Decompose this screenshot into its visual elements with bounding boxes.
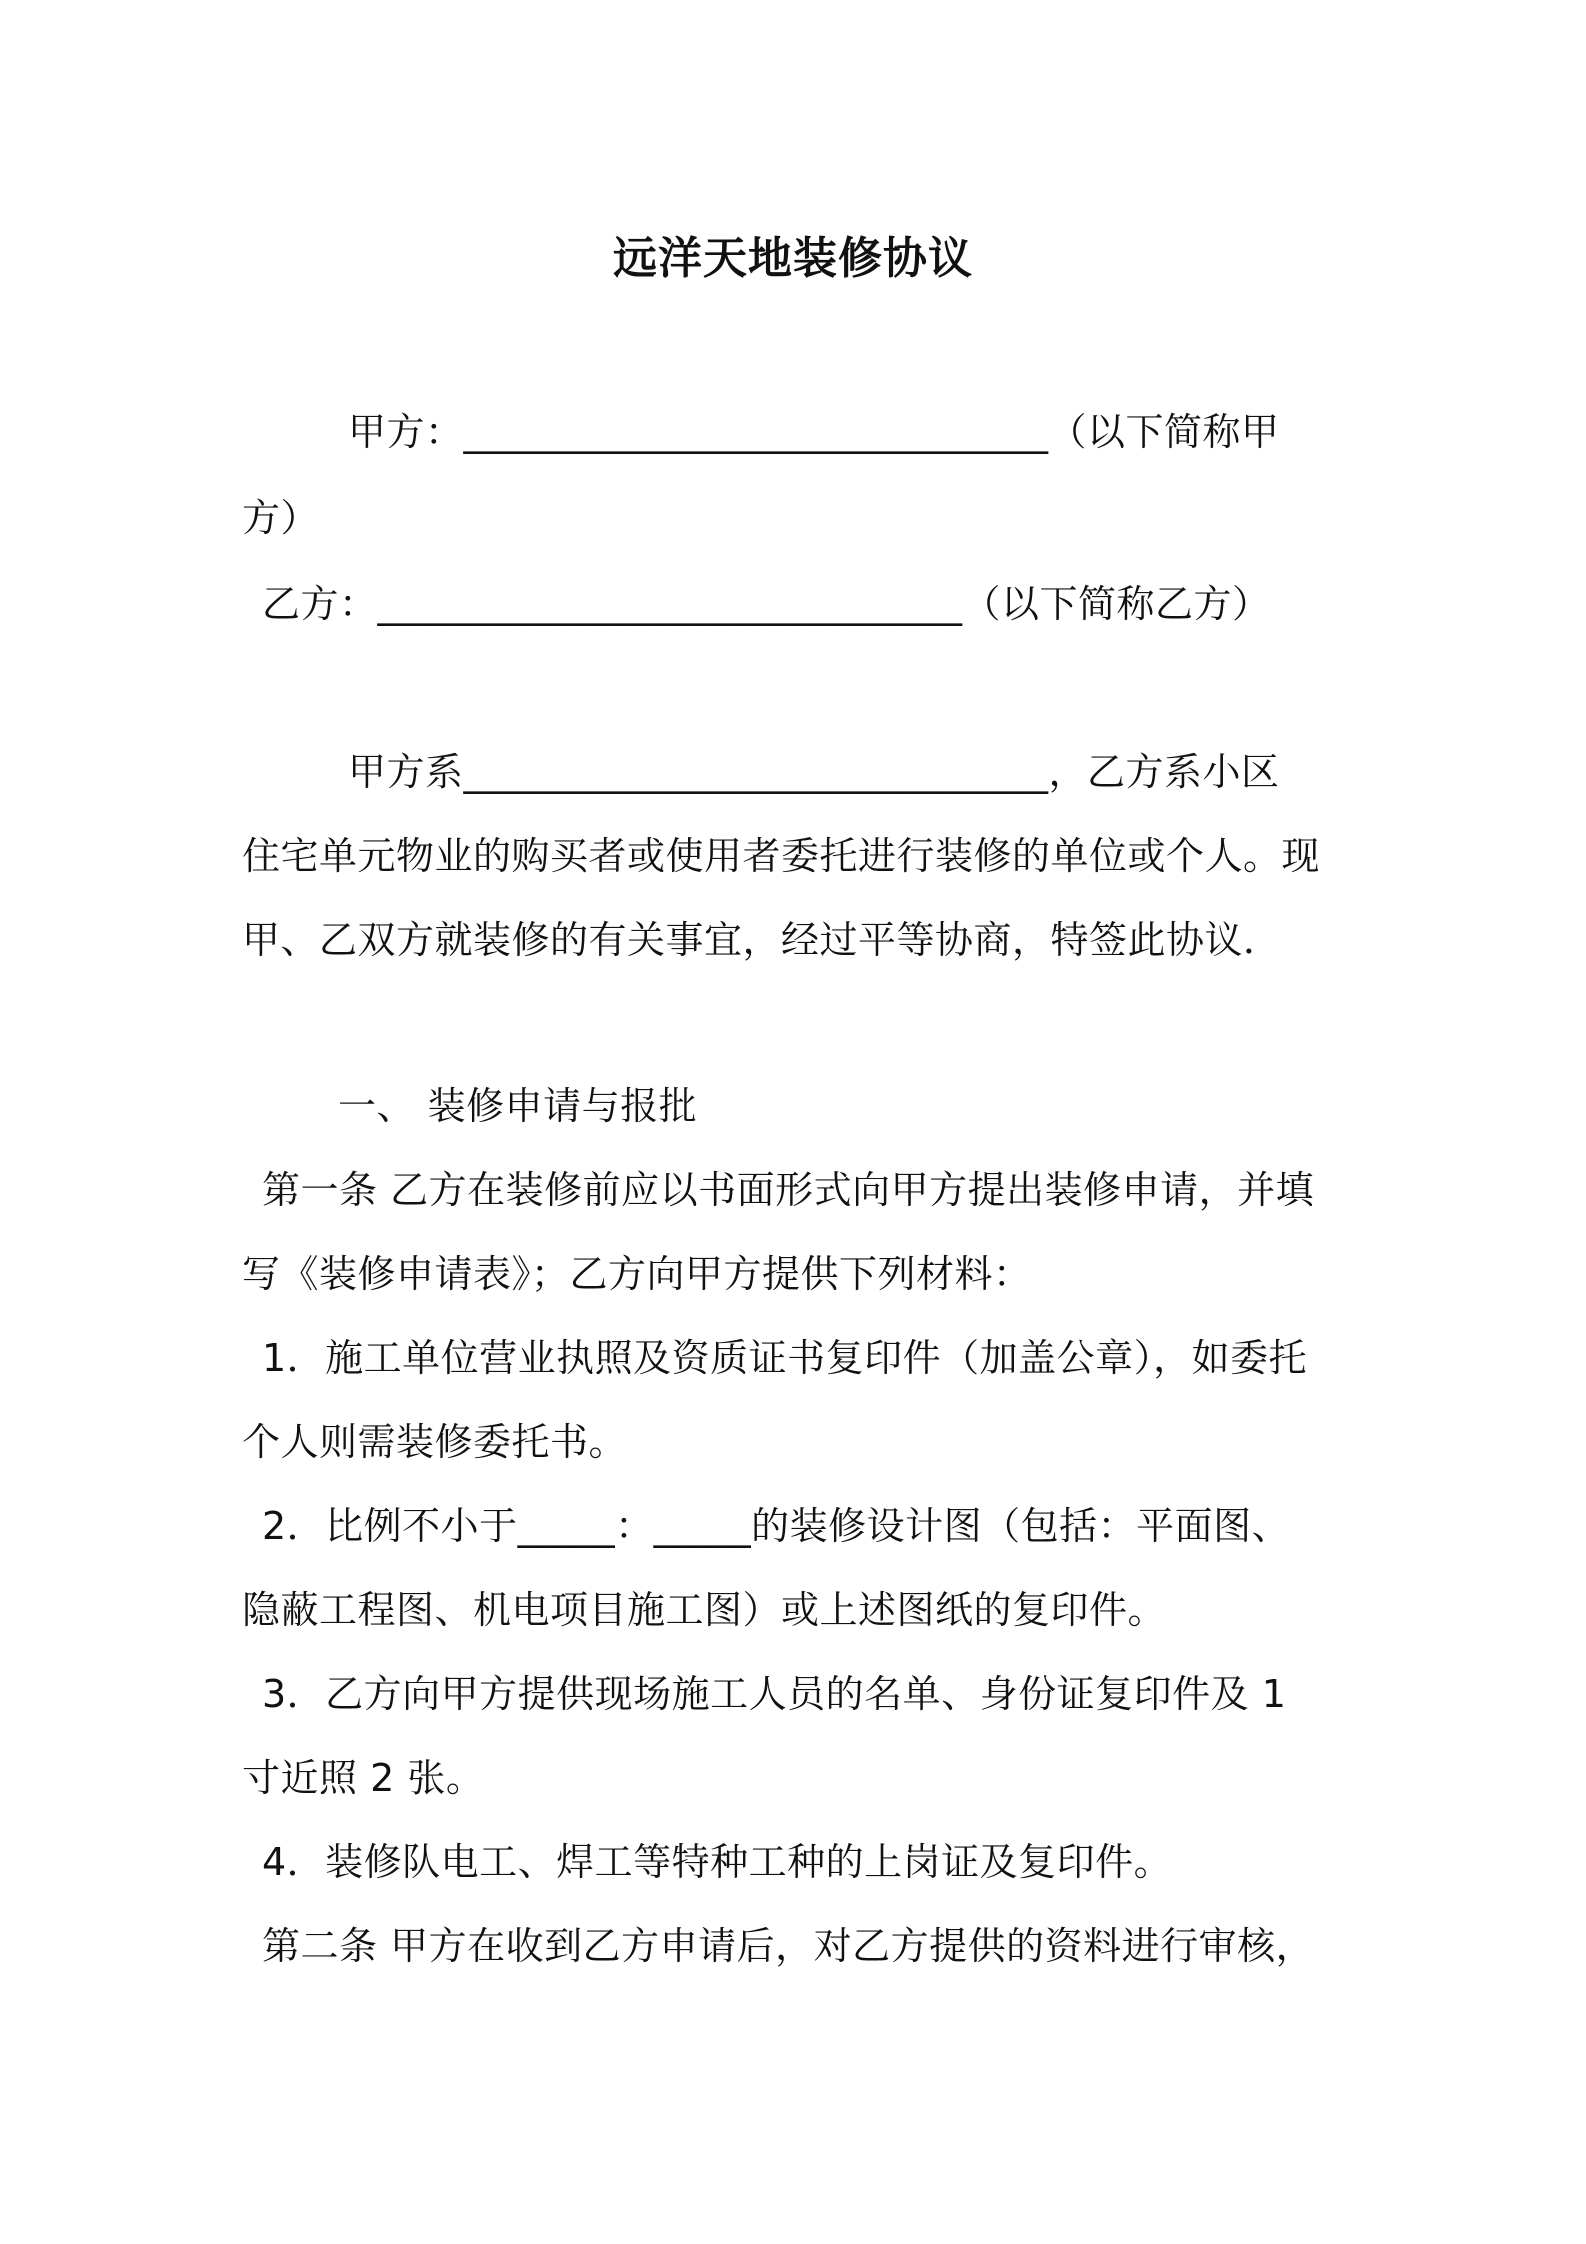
- item-2-line-2: 隐蔽工程图、机电项目施工图）或上述图纸的复印件。: [242, 1588, 1167, 1632]
- item-1-line-2: 个人则需装修委托书。: [242, 1420, 628, 1464]
- party-b-line: 乙方：______________________________（以下简称乙方）: [262, 582, 1271, 626]
- item-4-line: 4．装修队电工、焊工等特种工种的上岗证及复印件。: [262, 1840, 1173, 1884]
- article-1-line-1: 第一条 乙方在装修前应以书面形式向甲方提出装修申请，并填: [262, 1168, 1315, 1212]
- item-1-line-1: 1．施工单位营业执照及资质证书复印件（加盖公章），如委托: [262, 1336, 1308, 1380]
- party-a-line-cont: 方）: [242, 496, 320, 540]
- preamble-line-2: 住宅单元物业的购买者或使用者委托进行装修的单位或个人。现: [242, 834, 1321, 878]
- preamble-line-1: 甲方系______________________________，乙方系小区: [348, 750, 1280, 794]
- document-title: 远洋天地装修协议: [613, 233, 973, 284]
- item-3-line-2: 寸近照 2 张。: [242, 1756, 485, 1800]
- party-a-line: 甲方：______________________________（以下简称甲: [348, 410, 1280, 454]
- preamble-line-3: 甲、乙双方就装修的有关事宜，经过平等协商，特签此协议．: [242, 918, 1282, 962]
- article-1-line-2: 写《装修申请表》；乙方向甲方提供下列材料：: [242, 1252, 1032, 1296]
- section-heading-1: 一、 装修申请与报批: [338, 1084, 698, 1128]
- item-3-line-1: 3．乙方向甲方提供现场施工人员的名单、身份证复印件及 1: [262, 1672, 1287, 1716]
- item-2-line-1: 2．比例不小于_____：_____的装修设计图（包括：平面图、: [262, 1504, 1291, 1548]
- article-2-line-1: 第二条 甲方在收到乙方申请后，对乙方提供的资料进行审核，: [262, 1924, 1315, 1968]
